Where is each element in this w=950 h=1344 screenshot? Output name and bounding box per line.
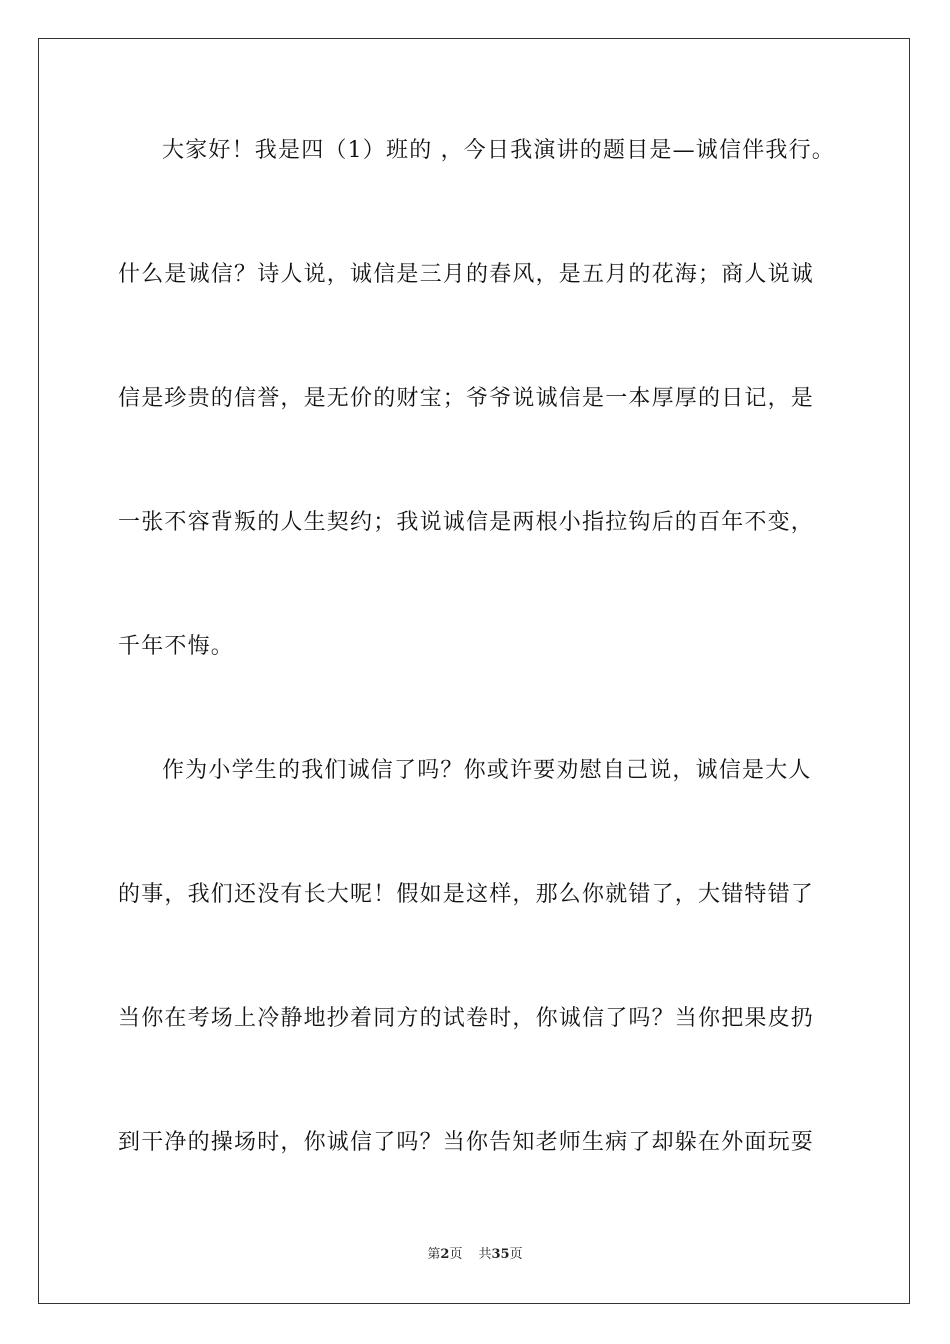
text-line-1: 大家好！我是四（1）班的 ，今日我演讲的题目是—诚信伴我行。	[162, 138, 835, 163]
total-prefix: 共	[478, 1247, 492, 1262]
text-line-8: 当你在考场上冷静地抄着同方的试卷时，你诚信了吗？当你把果皮扔	[118, 1006, 815, 1031]
text-line-2: 什么是诚信？诗人说，诚信是三月的春风，是五月的花海；商人说诚	[118, 262, 815, 287]
text-line-4: 一张不容背叛的人生契约；我说诚信是两根小指拉钩后的百年不变，	[118, 510, 815, 535]
text-line-7: 的事，我们还没有长大呢！假如是这样，那么你就错了，大错特错了	[118, 882, 815, 907]
page-suffix: 页	[449, 1247, 463, 1262]
page-border	[38, 38, 910, 1304]
page-prefix: 第	[427, 1247, 441, 1262]
total-pages: 35	[491, 1247, 510, 1262]
text-line-9: 到干净的操场时，你诚信了吗？当你告知老师生病了却躲在外面玩耍	[118, 1130, 815, 1155]
text-line-6: 作为小学生的我们诚信了吗？你或许要劝慰自己说，诚信是大人	[162, 758, 812, 783]
page-number: 2	[440, 1247, 450, 1262]
text-line-5: 千年不悔。	[118, 634, 235, 659]
text-line-3: 信是珍贵的信誉，是无价的财宝；爷爷说诚信是一本厚厚的日记，是	[118, 386, 815, 411]
page-footer	[0, 1246, 950, 1264]
total-suffix: 页	[509, 1247, 523, 1262]
